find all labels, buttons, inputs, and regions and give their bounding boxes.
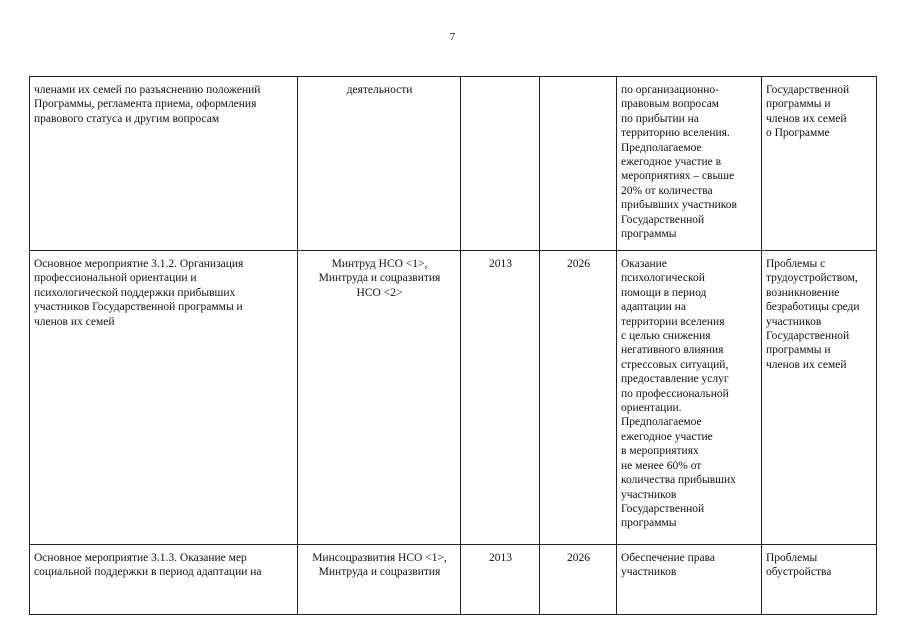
executor-cell: деятельности [298, 77, 461, 251]
expected-result-cell: Обеспечение права участников [617, 545, 762, 615]
start-year-cell [461, 77, 540, 251]
activity-cell: членами их семей по разъяснению положений Программы, регламента приема, оформления правового статуса и другим вопросам [30, 77, 298, 251]
end-year-cell: 2026 [540, 251, 617, 545]
executor-cell: Минсоцразвития НСО <1>, Минтруда и соцразвития [298, 545, 461, 615]
program-activities-table [29, 76, 877, 615]
end-year-cell [540, 77, 617, 251]
table-row [30, 251, 877, 545]
table-row [30, 545, 877, 615]
table-row [30, 77, 877, 251]
expected-result-cell: по организационно- правовым вопросам по прибытии на территорию вселения. Предполагаемое ежегодное участие в мероприятиях – свыше 20% от количества прибывших участников Государственной программы [617, 77, 762, 251]
consequences-cell: Проблемы обустройства [762, 545, 877, 615]
expected-result-cell: Оказание психологической помощи в период адаптации на территории вселения с целью снижения негативного влияния стрессовых ситуаций, предоставление услуг по профессиональной ориентации. Предполагаемое ежегодное участие в мероприятиях не менее 60% от количества прибывших участников Государственной программы [617, 251, 762, 545]
activity-cell: Основное мероприятие 3.1.2. Организация профессиональной ориентации и психологической поддержки прибывших участников Государственной программы и членов их семей [30, 251, 298, 545]
executor-cell: Минтруд НСО <1>, Минтруда и соцразвития НСО <2> [298, 251, 461, 545]
page-number: 7 [449, 31, 456, 43]
start-year-cell: 2013 [461, 545, 540, 615]
consequences-cell: Государственной программы и членов их семей о Программе [762, 77, 877, 251]
activity-cell: Основное мероприятие 3.1.3. Оказание мер социальной поддержки в период адаптации на [30, 545, 298, 615]
start-year-cell: 2013 [461, 251, 540, 545]
end-year-cell: 2026 [540, 545, 617, 615]
consequences-cell: Проблемы с трудоустройством, возникновение безработицы среди участников Государственной программы и членов их семей [762, 251, 877, 545]
